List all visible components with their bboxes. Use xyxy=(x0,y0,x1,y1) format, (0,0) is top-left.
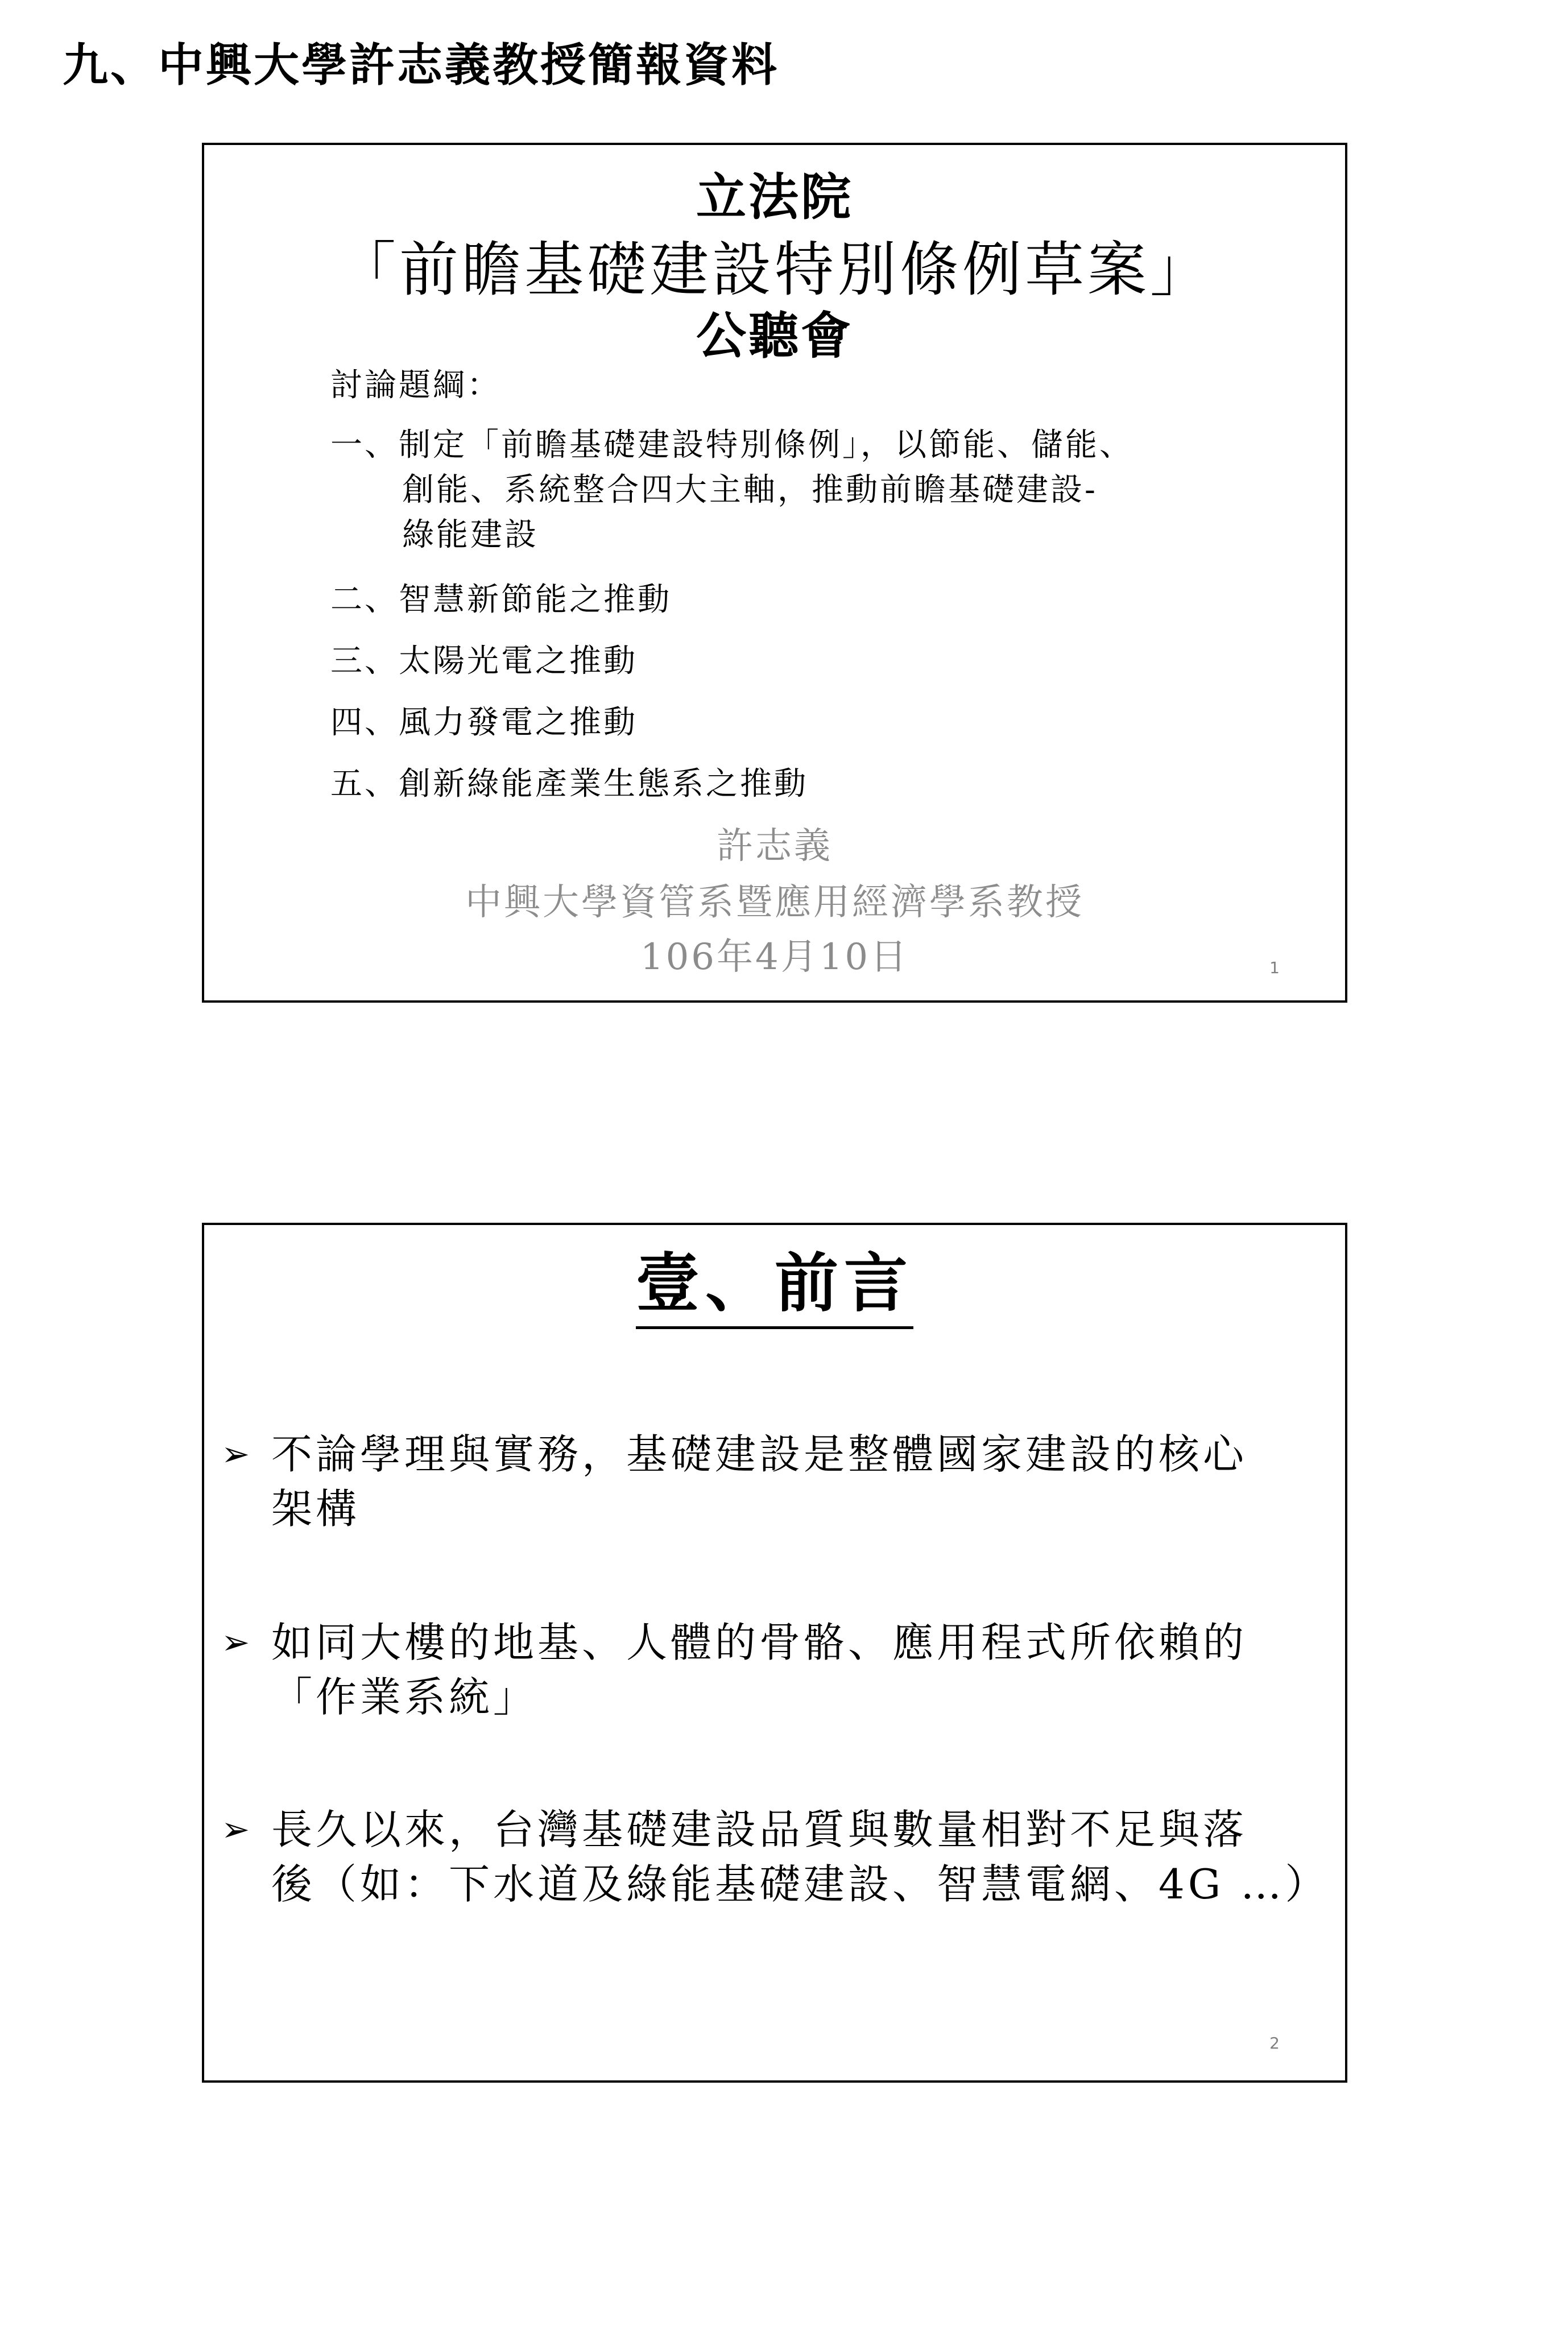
bullet-item-2-line-1: 如同大樓的地基、人體的骨骼、應用程式所依賴的 xyxy=(271,1619,1248,1666)
outline-item-1 xyxy=(330,423,1133,557)
slide-1-title-bill: 「前瞻基礎建設特別條例草案」 xyxy=(336,235,1213,304)
slide-2-title-text: 壹、前言 xyxy=(636,1241,913,1329)
page-heading: 九、中興大學許志義教授簡報資料 xyxy=(63,38,779,92)
bullet-item-1-line-2: 架構 xyxy=(271,1485,361,1533)
outline-label: 討論題綱： xyxy=(330,367,501,404)
bullet-item-2-line-2: 「作業系統」 xyxy=(271,1673,538,1721)
slide-1 xyxy=(202,143,1347,1003)
arrow-bullet-icon: ➢ xyxy=(221,1434,254,1474)
slide-1-page-number: 1 xyxy=(1269,958,1280,977)
bullet-item-3-line-1: 長久以來，台灣基礎建設品質與數量相對不足與落 xyxy=(271,1806,1248,1853)
slide-2 xyxy=(202,1223,1347,2083)
slide-2-title xyxy=(204,1241,1345,1329)
bullet-item-2 xyxy=(221,1615,1325,1724)
outline-item-5: 五、創新綠能產業生態系之推動 xyxy=(330,766,808,802)
outline-item-1-line-1: 一、制定「前瞻基礎建設特別條例」，以節能、儲能、 xyxy=(330,427,1133,464)
bullet-item-1-line-1: 不論學理與實務，基礎建設是整體國家建設的核心 xyxy=(271,1430,1248,1478)
bullet-item-3 xyxy=(221,1802,1330,1911)
outline-item-1-line-2: 創能、系統整合四大主軸，推動前瞻基礎建設- xyxy=(402,471,1098,508)
author-name: 許志義 xyxy=(717,825,833,867)
author-title: 中興大學資管系暨應用經濟學系教授 xyxy=(465,882,1084,924)
bullet-item-3-line-2: 後（如：下水道及綠能基礎建設、智慧電網、4G …） xyxy=(271,1860,1330,1908)
outline-item-3: 三、太陽光電之推動 xyxy=(330,643,638,680)
bullet-item-1 xyxy=(221,1427,1325,1536)
arrow-bullet-icon: ➢ xyxy=(221,1810,254,1849)
arrow-bullet-icon: ➢ xyxy=(221,1623,254,1662)
outline-item-4: 四、風力發電之推動 xyxy=(330,704,638,741)
outline-item-2: 二、智慧新節能之推動 xyxy=(330,581,672,618)
slide-2-page-number: 2 xyxy=(1269,2034,1280,2053)
slide-1-title-legislature: 立法院 xyxy=(696,167,853,226)
slide-1-title-hearing: 公聽會 xyxy=(696,306,853,365)
outline-item-1-line-3: 綠能建設 xyxy=(402,516,539,553)
presentation-date: 106年4月10日 xyxy=(640,936,909,978)
